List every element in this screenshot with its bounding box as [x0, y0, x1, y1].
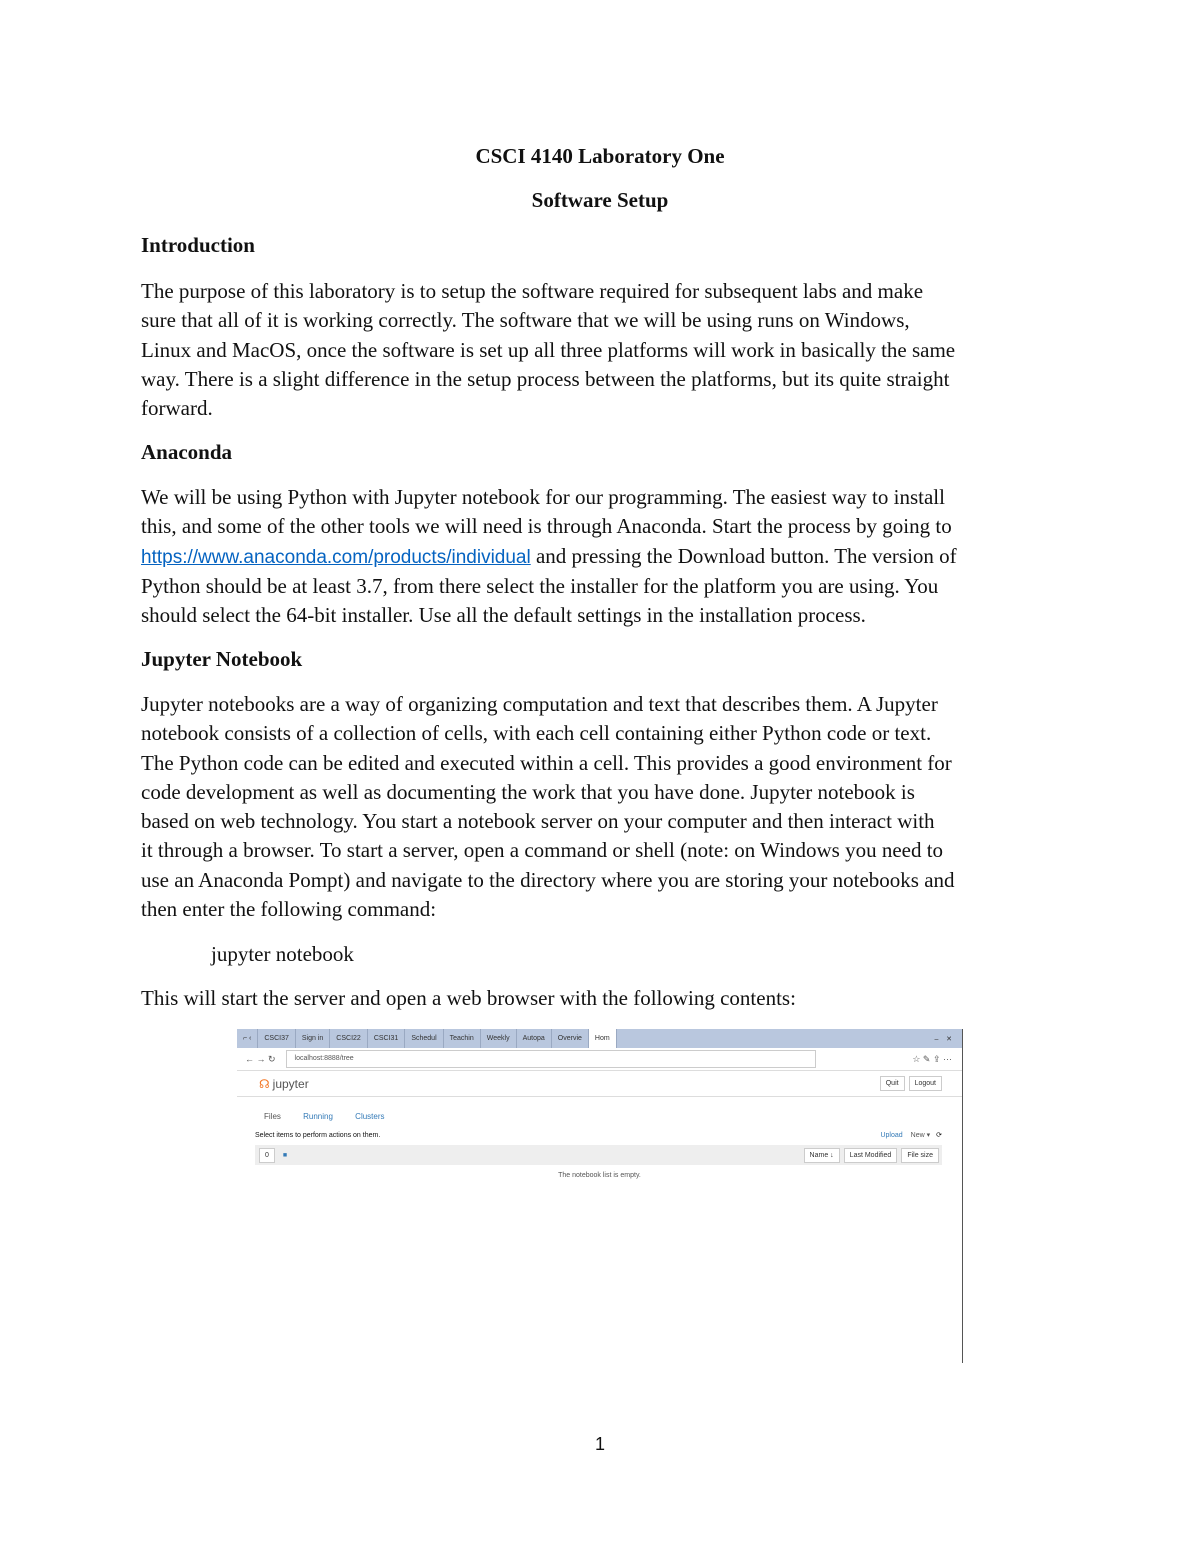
text-line: sure that all of it is working correctly. The software that we will be using runs on Windows,	[141, 308, 910, 333]
text-fragment: and pressing the Download button. The version of	[530, 543, 957, 568]
empty-list-text: The notebook list is empty.	[558, 1172, 641, 1179]
text-line: Jupyter notebooks are a way of organizing computation and text that describes them. A Jupyter	[141, 692, 938, 716]
select-all-checkbox: 0	[259, 1148, 275, 1163]
heading-introduction: Introduction	[141, 233, 255, 257]
address-bar	[237, 1048, 962, 1071]
text-line: this, and some of the other tools we will need is through Anaconda. Start the process by going to	[141, 514, 952, 539]
browser-tab: CSCI37	[258, 1029, 296, 1048]
jupyter-nav-tabs	[237, 1097, 962, 1121]
doc-title: CSCI 4140 Laboratory One	[475, 144, 725, 168]
jupyter-logo-text: jupyter	[272, 1076, 309, 1091]
text-line: We will be using Python with Jupyter notebook for our programming. The easiest way to install	[141, 485, 945, 509]
text-line: The Python code can be edited and executed within a cell. This provides a good environment for	[141, 750, 952, 775]
browser-tab: Schedul	[405, 1029, 443, 1048]
text-line: should select the 64-bit installer. Use all the default settings in the installation process.	[141, 603, 866, 628]
browser-tab: Overvie	[552, 1029, 589, 1048]
folder-icon: ■	[282, 1151, 288, 1159]
browser-tab-bar	[237, 1029, 962, 1048]
page-number: 1	[594, 1434, 605, 1454]
text-line: notebook consists of a collection of cells, with each cell containing either Python code or text.	[141, 721, 932, 746]
tab-files: Files	[264, 1112, 281, 1121]
tab-clusters: Clusters	[355, 1112, 385, 1121]
browser-tab-active: Hom	[589, 1029, 617, 1048]
tab-running: Running	[303, 1112, 333, 1121]
browser-tab: CSCI22	[330, 1029, 368, 1048]
browser-tab: CSCI31	[368, 1029, 406, 1048]
sort-name-button: Name ↓	[804, 1148, 840, 1163]
file-list-header	[255, 1145, 942, 1165]
heading-jupyter: Jupyter Notebook	[141, 647, 303, 671]
select-items-text: Select items to perform actions on them.	[255, 1131, 381, 1139]
nav-arrows-icon: ← → ↻	[245, 1053, 276, 1064]
heading-anaconda: Anaconda	[141, 440, 233, 464]
text-line: based on web technology. You start a notebook server on your computer and then interact with	[141, 809, 935, 834]
browser-tab: Teachin	[444, 1029, 481, 1048]
text-line: The purpose of this laboratory is to setup the software required for subsequent labs and make	[141, 279, 924, 303]
after-command-text: This will start the server and open a web browser with the following contents:	[141, 986, 796, 1010]
text-line: it through a browser. To start a server, open a command or shell (note: on Windows you need to	[141, 838, 944, 863]
tab-controls: ⌐ ‹	[237, 1029, 258, 1048]
sort-size-button: File size	[901, 1148, 939, 1163]
text-line: code development as well as documenting the work that you have done. Jupyter notebook is	[141, 779, 915, 804]
text-line: Python should be at least 3.7, from there select the installer for the platform you are using. You	[141, 573, 939, 598]
text-line: forward.	[141, 396, 213, 421]
intro-paragraph	[141, 277, 955, 423]
browser-tab: Sign in	[296, 1029, 330, 1048]
doc-subtitle: Software Setup	[531, 188, 669, 212]
anaconda-link[interactable]: https://www.anaconda.com/products/individual	[141, 546, 531, 568]
browser-tab: Weekly	[481, 1029, 517, 1048]
upload-button: Upload	[880, 1131, 903, 1139]
text-line: use an Anaconda Pompt) and navigate to the directory where you are storing your notebooks and	[141, 867, 955, 892]
jupyter-screenshot	[237, 1029, 963, 1363]
toolbar-icons: ☆ ✎ ⇪ ···	[912, 1053, 952, 1064]
sort-modified-button: Last Modified	[844, 1148, 898, 1163]
window-controls-icon: – ✕	[934, 1035, 952, 1043]
refresh-icon: ⟳	[936, 1132, 942, 1139]
jupyter-header	[237, 1071, 962, 1097]
text-line: Linux and MacOS, once the software is set up all three platforms will work in basically the same	[141, 337, 956, 362]
anaconda-paragraph	[141, 483, 957, 630]
browser-tab: Autopa	[517, 1029, 552, 1048]
jupyter-logo-icon: ☊	[259, 1076, 270, 1091]
text-line: then enter the following command:	[141, 897, 437, 922]
text-line: way. There is a slight difference in the setup process between the platforms, but its quite straight	[141, 366, 950, 391]
new-button: New ▾	[910, 1132, 931, 1139]
jupyter-paragraph	[141, 690, 955, 924]
logout-button: Logout	[909, 1076, 942, 1091]
text-line	[141, 542, 957, 572]
quit-button: Quit	[880, 1076, 905, 1091]
url-field: localhost:8888/tree	[286, 1050, 816, 1068]
command-text: jupyter notebook	[211, 942, 354, 966]
